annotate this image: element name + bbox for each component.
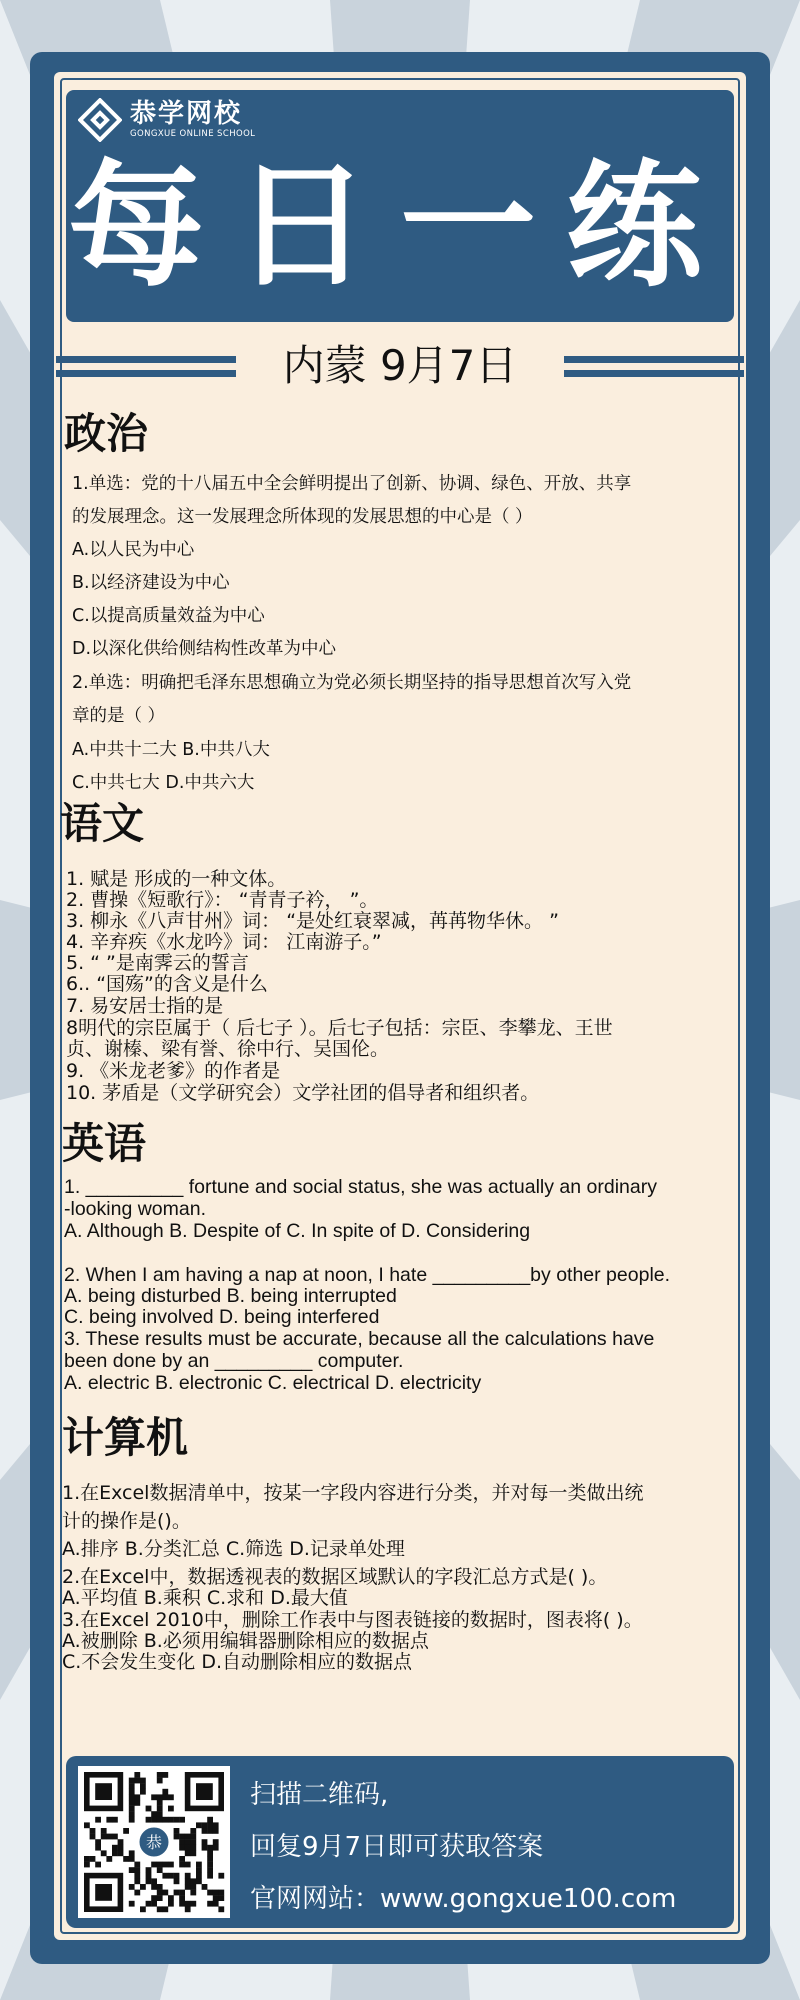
chinese-line: 10. 茅盾是（文学研究会）文学社团的倡导者和组织者。 <box>66 1082 540 1104</box>
computer-line: 3.在Excel 2010中，删除工作表中与图表链接的数据时，图表将( )。 <box>62 1609 643 1631</box>
logo-diamond-icon <box>78 98 122 142</box>
english-line: -looking woman. <box>64 1198 206 1220</box>
logo-name-cn: 恭学网校 <box>130 99 243 129</box>
english-line: A. electric B. electronic C. electrical D. electricity <box>64 1372 482 1394</box>
computer-line: 计的操作是()。 <box>62 1510 191 1532</box>
chinese-line: 2. 曹操《短歌行》： “青青子衿， ”。 <box>66 889 379 911</box>
politics-line: 2.单选：明确把毛泽东思想确立为党必须长期坚持的指导思想首次写入党 <box>72 673 632 693</box>
qr-code-icon <box>78 1766 230 1918</box>
politics-line: 1.单选：党的十八届五中全会鲜明提出了创新、协调、绿色、开放、共享 <box>72 474 632 494</box>
chinese-line: 6.. “国殇”的含义是什么 <box>66 973 268 995</box>
footer-banner <box>66 1756 734 1928</box>
footer-reply-text: 回复9月7日即可获取答案 <box>250 1832 544 1862</box>
english-line: been done by an _________ computer. <box>64 1350 404 1372</box>
politics-line: C.以提高质量效益为中心 <box>72 606 265 626</box>
chinese-line: 7. 易安居士指的是 <box>66 995 224 1017</box>
politics-title: 政治 <box>64 409 149 458</box>
english-title: 英语 <box>62 1119 147 1168</box>
date-banner <box>56 342 744 394</box>
footer-scan-text: 扫描二维码, <box>250 1780 389 1810</box>
chinese-line: 9. 《米龙老爹》的作者是 <box>66 1060 281 1082</box>
chinese-line: 1. 赋是 形成的一种文体。 <box>66 868 287 890</box>
english-line: 3. These results must be accurate, because all the calculations have <box>64 1328 655 1350</box>
chinese-line: 5. “ ”是南霁云的誓言 <box>66 952 249 974</box>
politics-line: B.以经济建设为中心 <box>72 573 230 593</box>
english-line: A. Although B. Despite of C. In spite of D. Considering <box>64 1220 531 1242</box>
politics-line: D.以深化供给侧结构性改革为中心 <box>72 639 337 659</box>
header-banner <box>66 90 734 322</box>
english-line: C. being involved D. being interfered <box>64 1306 380 1328</box>
chinese-line: 3. 柳永《八声甘州》词： “是处红衰翠减，苒苒物华休。 ” <box>66 910 559 932</box>
footer-website-link[interactable]: 官网网站：www.gongxue100.com <box>250 1884 677 1914</box>
page-title: 每日一练 <box>68 148 732 306</box>
computer-line: C.不会发生变化 D.自动删除相应的数据点 <box>62 1651 413 1673</box>
brand-logo <box>78 98 255 142</box>
computer-line: 2.在Excel中，数据透视表的数据区域默认的字段汇总方式是( )。 <box>62 1566 608 1588</box>
qr-code[interactable] <box>78 1766 230 1918</box>
chinese-line: 贞、谢榛、梁有誉、徐中行、吴国伦。 <box>66 1038 390 1060</box>
qr-center-logo: 恭 <box>145 1833 163 1852</box>
computer-line: 1.在Excel数据清单中，按某一字段内容进行分类，并对每一类做出统 <box>62 1482 644 1504</box>
english-line: 1. _________ fortune and social status, she was actually an ordinary <box>64 1176 657 1198</box>
politics-line: C.中共七大 D.中共六大 <box>72 773 255 793</box>
english-line: A. being disturbed B. being interrupted <box>64 1285 397 1307</box>
logo-name-en: GONGXUE ONLINE SCHOOL <box>130 129 256 139</box>
politics-line: A.中共十二大 B.中共八大 <box>72 740 270 760</box>
chinese-line: 4. 辛弃疾《水龙吟》词： 江南游子。” <box>66 931 382 953</box>
computer-line: A.被删除 B.必须用编辑器删除相应的数据点 <box>62 1630 429 1652</box>
english-line: 2. When I am having a nap at noon, I hate _________by other people. <box>64 1264 671 1286</box>
chinese-title: 语文 <box>60 799 145 848</box>
computer-line: A.平均值 B.乘积 C.求和 D.最大值 <box>62 1587 348 1609</box>
chinese-line: 8明代的宗臣属于（ 后七子 ）。后七子包括：宗臣、李攀龙、王世 <box>66 1017 613 1039</box>
politics-line: A.以人民为中心 <box>72 540 195 560</box>
date-label: 内蒙 9月7日 <box>282 341 518 390</box>
politics-line: 章的是（ ） <box>72 706 166 726</box>
computer-title: 计算机 <box>62 1413 189 1462</box>
politics-line: 的发展理念。这一发展理念所体现的发展思想的中心是（ ） <box>72 507 533 527</box>
computer-line: A.排序 B.分类汇总 C.筛选 D.记录单处理 <box>62 1538 405 1560</box>
